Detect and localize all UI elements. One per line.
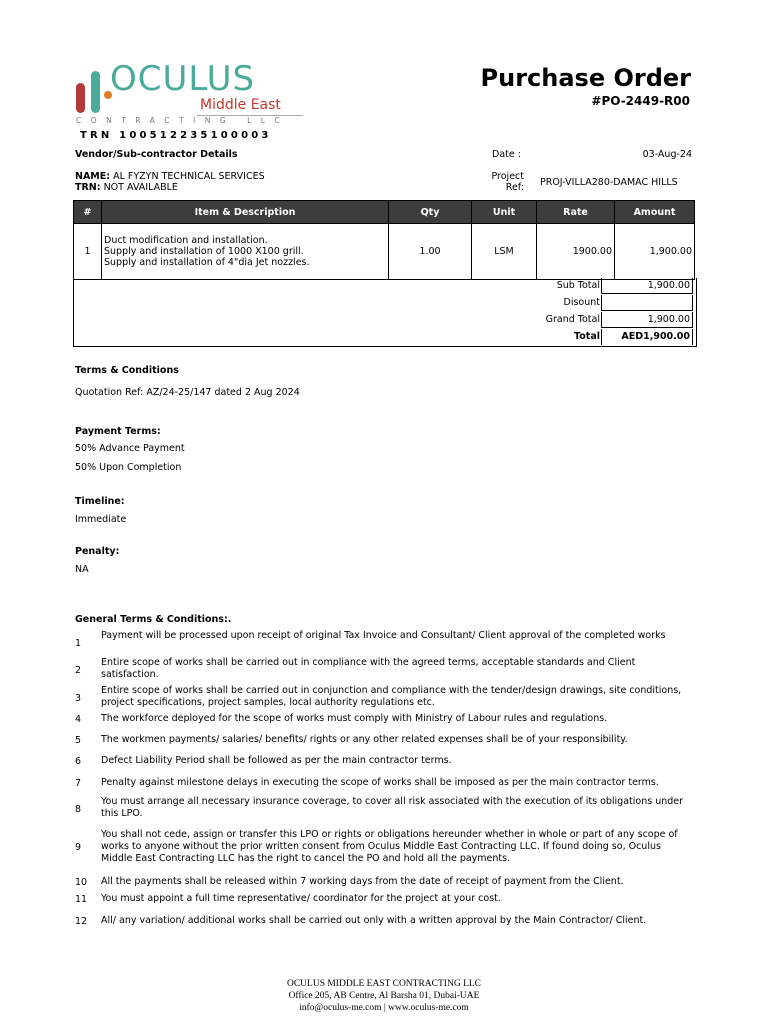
desc-line: Duct modification and installation. [104, 235, 268, 246]
term-text: Payment will be processed upon receipt of original Tax Invoice and Consultant/ Client approval of the completed works [101, 630, 666, 641]
grand-total-value: 1,900.00 [601, 312, 693, 328]
term-number: 1 [75, 638, 82, 649]
term-number: 2 [75, 665, 82, 676]
term-text: Entire scope of works shall be carried out in conjunction and compliance with the tender/design drawings, site conditions, project specifications, project samples, local authority regulations etc. [101, 685, 682, 708]
term-text: You shall not cede, assign or transfer this LPO or rights or obligations hereunder whether in whole or part of any scope of works to anyone without the prior written consent from Oculus Middle East Contracting LLC. If found doing so, Oculus Middle East Contracting LLC has the right to cancel the PO and hold all the payments. [101, 829, 678, 864]
term-number: 3 [75, 693, 82, 704]
term-number: 9 [75, 842, 82, 853]
cell-amount: 1,900.00 [615, 224, 695, 280]
vendor-heading: Vendor/Sub-contractor Details [75, 149, 238, 160]
col-header-unit: Unit [472, 201, 537, 224]
desc-line: Supply and installation of 4"dia Jet nozzles. [104, 257, 310, 268]
logo-sub-text: Middle East [200, 97, 281, 113]
vendor-name-line [75, 171, 265, 182]
term-number: 8 [75, 804, 82, 815]
project-label-line2: Ref: [505, 182, 524, 193]
items-table [73, 200, 695, 280]
col-header-rate: Rate [537, 201, 615, 224]
cell-num: 1 [74, 224, 102, 280]
term-text: The workforce deployed for the scope of works must comply with Ministry of Labour rules and regulations. [101, 713, 608, 724]
table-row [74, 224, 695, 280]
term-number: 7 [75, 778, 82, 789]
term-text: You must arrange all necessary insurance coverage, to cover all risk associated with the execution of its obligations under this LPO. [101, 796, 684, 819]
vendor-trn: NOT AVAILABLE [103, 182, 178, 193]
term-number: 12 [75, 916, 88, 927]
term-text: All/ any variation/ additional works shall be carried out only with a written approval by the Main Contractor/ Client. [101, 915, 647, 926]
project-value: PROJ-VILLA280-DAMAC HILLS [540, 177, 678, 188]
footer-contact: info@oculus-me.com | www.oculus-me.com [299, 1003, 469, 1013]
cell-desc [102, 224, 389, 280]
terms-heading: Terms & Conditions [75, 365, 179, 376]
term-text: You must appoint a full time representative/ coordinator for the project at your cost. [101, 893, 501, 904]
col-header-amount: Amount [615, 201, 695, 224]
discount-value [601, 295, 693, 311]
col-header-num: # [74, 201, 102, 224]
logo-main-text: OCULUS [110, 59, 256, 99]
discount-row [74, 295, 696, 312]
vendor-trn-line [75, 182, 178, 193]
company-logo [74, 59, 306, 132]
po-number: #PO-2449-R00 [591, 94, 690, 108]
table-header-row [74, 201, 695, 224]
totals-block [73, 278, 697, 347]
footer-company: OCULUS MIDDLE EAST CONTRACTING LLC [286, 979, 482, 989]
general-terms-heading: General Terms & Conditions:. [75, 614, 232, 625]
vendor-trn-label: TRN: [75, 182, 101, 193]
date-value: 03-Aug-24 [642, 149, 692, 160]
page-title: Purchase Order [480, 64, 691, 92]
col-header-desc: Item & Description [102, 201, 389, 224]
penalty-heading: Penalty: [75, 546, 120, 557]
project-label-line1: Project [491, 171, 524, 182]
cell-rate: 1900.00 [537, 224, 615, 280]
cell-unit: LSM [472, 224, 537, 280]
quotation-ref: Quotation Ref: AZ/24-25/147 dated 2 Aug 2024 [75, 387, 300, 398]
payment-heading: Payment Terms: [75, 426, 161, 437]
payment-term-2: 50% Upon Completion [75, 462, 182, 473]
page-footer [0, 978, 768, 1014]
term-text: The workmen payments/ salaries/ benefits/ rights or any other related expenses shall be of your responsibility. [101, 734, 628, 745]
logo-tagline: CONTRACTING LLC [76, 116, 290, 125]
term-number: 6 [75, 756, 82, 767]
term-text: Penalty against milestone delays in executing the scope of works shall be imposed as per the main contractor terms. [101, 777, 659, 788]
term-number: 5 [75, 735, 82, 746]
col-header-qty: Qty [389, 201, 472, 224]
footer-address: Office 205, AB Centre, Al Barsha 01, Dubai-UAE [288, 991, 480, 1001]
discount-label: Disount [563, 297, 600, 308]
term-number: 4 [75, 714, 82, 725]
total-row [74, 329, 696, 346]
term-text: All the payments shall be released within 7 working days from the date of receipt of payment from the Client. [101, 876, 624, 887]
total-label: Total [574, 331, 600, 342]
project-label [488, 171, 524, 193]
subtotal-row [74, 278, 696, 295]
term-text: Defect Liability Period shall be followed as per the main contractor terms. [101, 755, 452, 766]
grand-total-row [74, 312, 696, 329]
company-trn: TRN 100512235100003 [80, 130, 272, 141]
subtotal-value: 1,900.00 [601, 278, 693, 294]
subtotal-label: Sub Total [556, 280, 600, 291]
desc-line: Supply and installation of 1000 X100 grill. [104, 246, 304, 257]
term-number: 10 [75, 877, 88, 888]
cell-qty: 1.00 [389, 224, 472, 280]
timeline-heading: Timeline: [75, 496, 125, 507]
timeline-value: Immediate [75, 514, 127, 525]
date-label: Date : [492, 149, 521, 160]
grand-total-label: Grand Total [545, 314, 600, 325]
total-value: AED1,900.00 [601, 329, 693, 345]
vendor-name: AL FYZYN TECHNICAL SERVICES [113, 171, 265, 182]
logo-mark-icon [74, 69, 114, 115]
vendor-name-label: NAME: [75, 171, 111, 182]
term-number: 11 [75, 894, 88, 905]
payment-term-1: 50% Advance Payment [75, 443, 185, 454]
penalty-value: NA [75, 564, 89, 575]
term-text: Entire scope of works shall be carried out in compliance with the agreed terms, acceptable standards and Client satisfaction. [101, 657, 636, 680]
